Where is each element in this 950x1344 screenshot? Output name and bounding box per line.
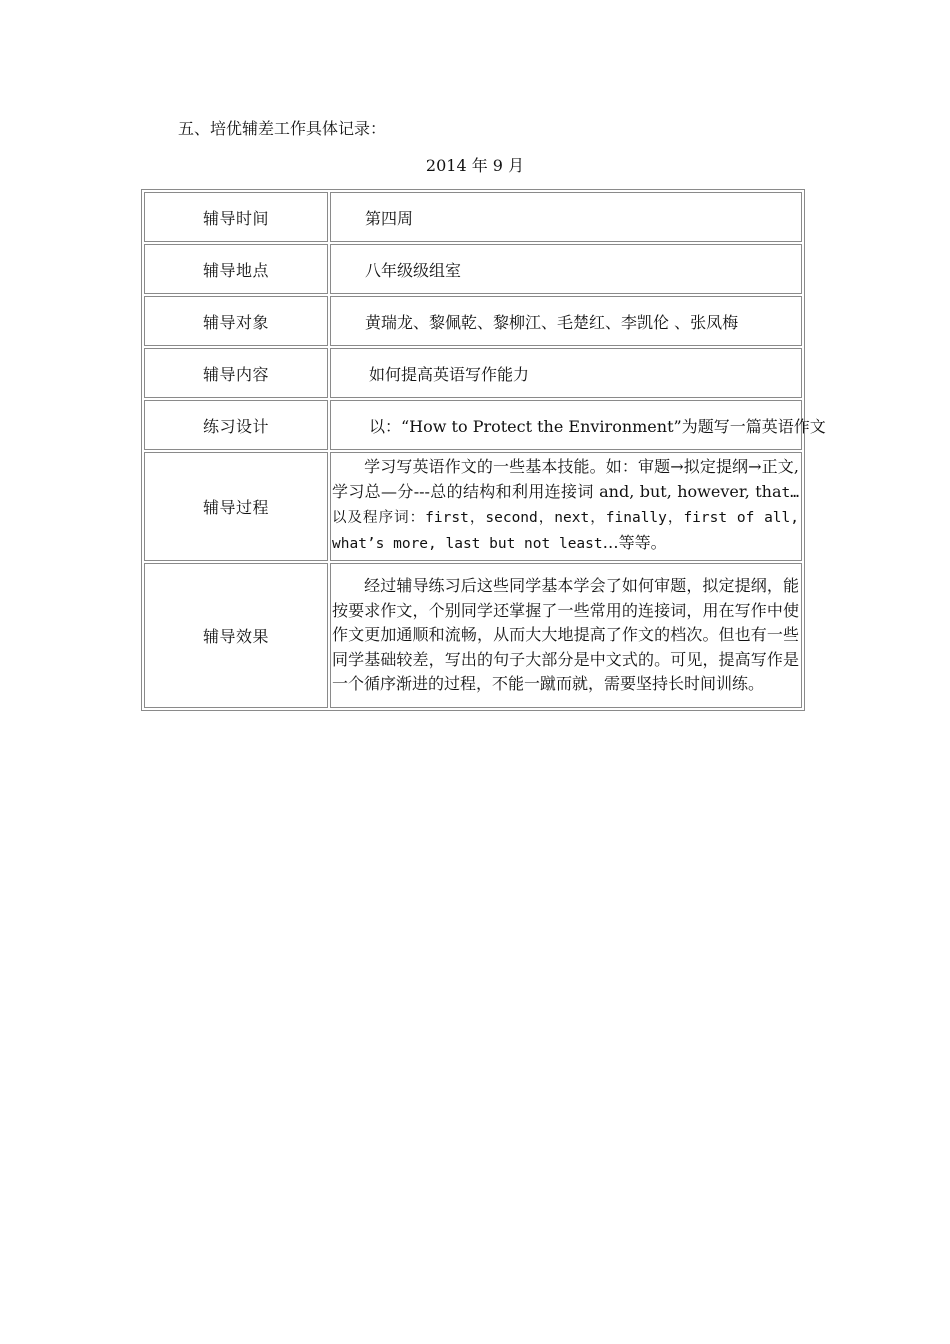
section-heading: 五、培优辅差工作具体记录： bbox=[178, 119, 387, 138]
table-row bbox=[144, 192, 802, 242]
table-row bbox=[144, 244, 802, 294]
table-row bbox=[144, 452, 802, 561]
row-label: 辅导效果 bbox=[144, 563, 328, 708]
row-label: 辅导时间 bbox=[144, 192, 328, 242]
row-value: 如何提高英语写作能力 bbox=[330, 348, 802, 398]
row-label: 辅导内容 bbox=[144, 348, 328, 398]
table-row bbox=[144, 296, 802, 346]
row-value: 第四周 bbox=[330, 192, 802, 242]
row-value: 以：“How to Protect the Environment”为题写一篇英语作文 bbox=[330, 400, 802, 450]
row-value: 黄瑞龙、黎佩乾、黎柳江、毛楚红、李凯伦 、张凤梅 bbox=[330, 296, 802, 346]
process-text-part1: 学习写英语作文的一些基本技能。如：审题→拟定提纲→正文,学习总—分---总的结构和利用连接词 and, but, however, tha bbox=[332, 457, 799, 501]
process-text-part2: t…以及程序词：first，second，next，finally，first of all, what’s more, last but not least bbox=[332, 484, 799, 552]
record-date: 2014 年 9 月 bbox=[425, 156, 525, 175]
tutoring-record-table bbox=[141, 189, 826, 711]
row-label: 辅导对象 bbox=[144, 296, 328, 346]
table-row bbox=[144, 400, 802, 450]
row-value bbox=[330, 563, 802, 708]
row-label: 辅导过程 bbox=[144, 452, 328, 561]
row-value: 八年级级组室 bbox=[330, 244, 802, 294]
effect-text: 经过辅导练习后这些同学基本学会了如何审题，拟定提纲，能按要求作文，个别同学还掌握了一些常用的连接词，用在写作中使作文更加通顺和流畅，从而大大地提高了作文的档次。但也有一些同学基础较差，写出的句子大部分是中文式的。可见，提高写作是一个循序渐进的过程，不能一蹴而就，需要坚持长时间训练。 bbox=[332, 576, 799, 693]
table-row bbox=[144, 563, 802, 708]
table-row bbox=[144, 348, 802, 398]
row-label: 辅导地点 bbox=[144, 244, 328, 294]
process-text-part3: …等等。 bbox=[602, 532, 667, 552]
row-label: 练习设计 bbox=[144, 400, 328, 450]
row-value bbox=[330, 452, 802, 561]
